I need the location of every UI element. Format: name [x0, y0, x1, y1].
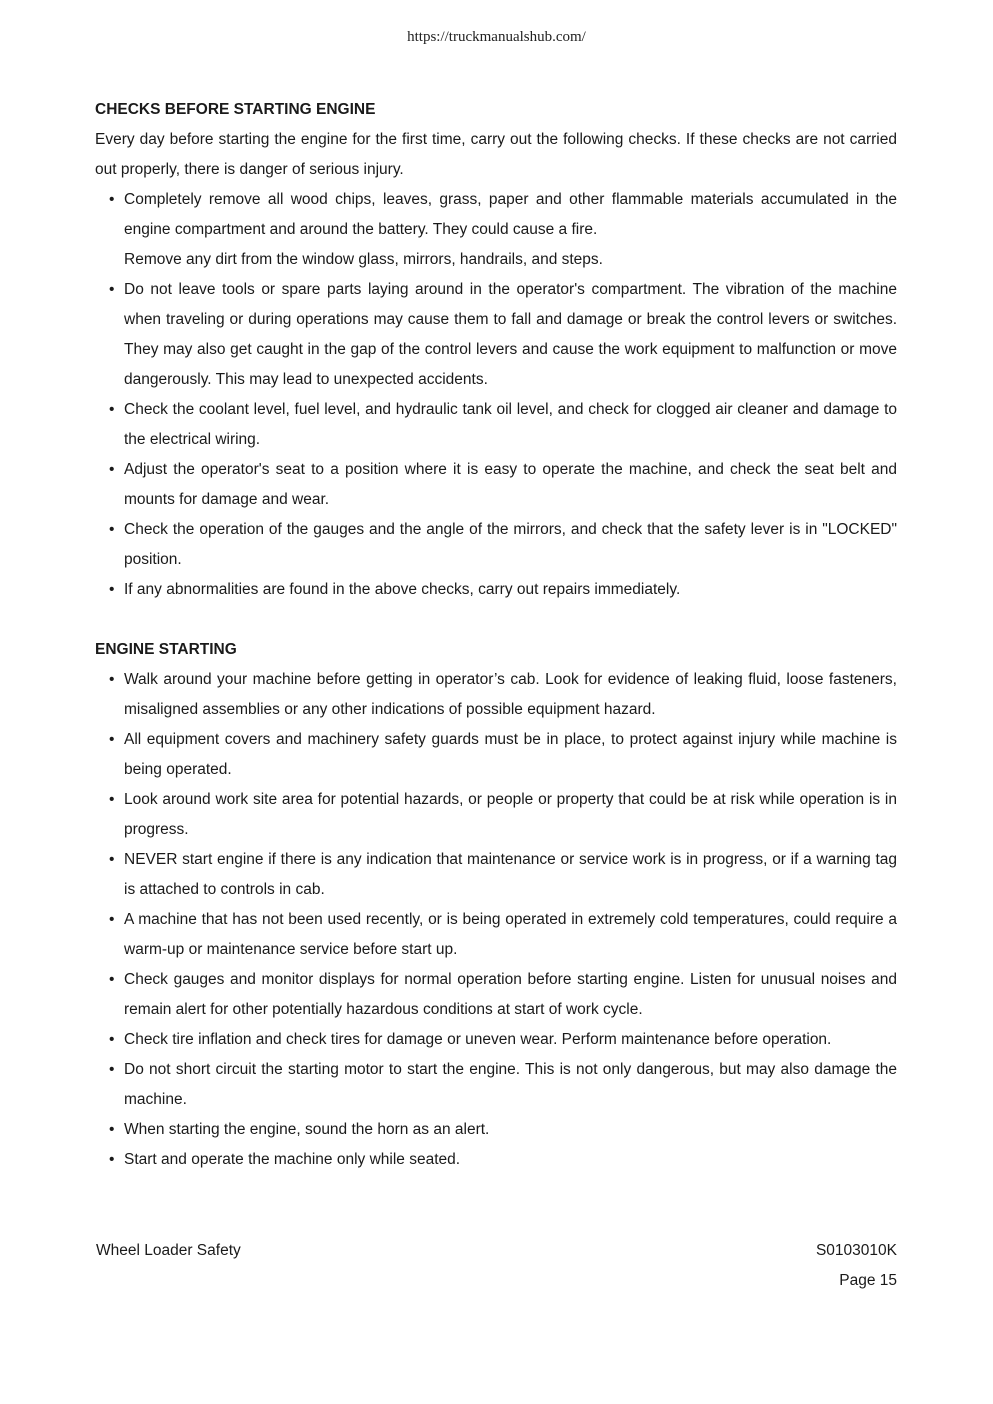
- footer-title: Wheel Loader Safety: [96, 1242, 241, 1259]
- bullet-marker: •: [109, 1031, 115, 1048]
- bullet-marker: •: [109, 401, 115, 418]
- list-item-text: Look around work site area for potential hazards, or people or property that could be at risk while operation is in progress.: [124, 791, 897, 838]
- footer-meta: [816, 1236, 897, 1296]
- section-spacer: [95, 605, 897, 635]
- list-item-text: Do not short circuit the starting motor to start the engine. This is not only dangerous, but may also damage the machine.: [124, 1061, 897, 1108]
- bullet-marker: •: [109, 911, 115, 928]
- section-engine-starting: [95, 635, 897, 1175]
- footer-document-code: S0103010K: [815, 1242, 897, 1259]
- list-item: [95, 905, 897, 965]
- header-url: https://truckmanualshub.com/: [407, 29, 586, 45]
- section-intro: Every day before starting the engine for the first time, carry out the following checks. If these checks are not carried out properly, there is danger of serious injury.: [95, 131, 897, 178]
- bullet-marker: •: [109, 521, 115, 538]
- section-heading: CHECKS BEFORE STARTING ENGINE: [95, 101, 376, 118]
- list-item: [95, 1025, 897, 1055]
- bullet-marker: •: [109, 731, 115, 748]
- section-checks-before-starting: [95, 95, 897, 605]
- document-body: [95, 95, 897, 1175]
- bullet-marker: •: [109, 791, 115, 808]
- list-item: [95, 965, 897, 1025]
- list-item: [95, 665, 897, 725]
- list-item: [95, 1115, 897, 1145]
- list-item-text: When starting the engine, sound the horn as an alert.: [124, 1121, 490, 1138]
- list-item: [95, 845, 897, 905]
- list-item-text: Completely remove all wood chips, leaves, grass, paper and other flammable materials accumulated in the engine compartment and around the battery. They could cause a fire.: [124, 191, 897, 238]
- footer-page-number: Page 15: [839, 1272, 897, 1289]
- list-item: [95, 455, 897, 515]
- list-item-text: All equipment covers and machinery safety guards must be in place, to protect against injury while machine is being operated.: [124, 731, 897, 778]
- list-item-text: If any abnormalities are found in the above checks, carry out repairs immediately.: [124, 581, 681, 598]
- list-item-text: Check gauges and monitor displays for normal operation before starting engine. Listen for unusual noises and remain alert for other potentially hazardous conditions at start of work cycle.: [124, 971, 897, 1018]
- bullet-marker: •: [109, 971, 115, 988]
- bullet-marker: •: [109, 581, 115, 598]
- bullet-marker: •: [109, 461, 115, 478]
- bullet-marker: •: [109, 671, 115, 688]
- list-item-text: A machine that has not been used recently, or is being operated in extremely cold temperatures, could require a warm-up or maintenance service before start up.: [124, 911, 897, 958]
- list-item: [95, 1055, 897, 1115]
- section-heading: ENGINE STARTING: [95, 641, 237, 658]
- list-item-text: Adjust the operator's seat to a position where it is easy to operate the machine, and check the seat belt and mounts for damage and wear.: [124, 461, 897, 508]
- list-item-text: Check the operation of the gauges and the angle of the mirrors, and check that the safety lever is in "LOCKED" position.: [124, 521, 897, 568]
- list-item: [95, 185, 897, 275]
- bullet-marker: •: [109, 1061, 115, 1078]
- list-item-text: Do not leave tools or spare parts laying around in the operator's compartment. The vibration of the machine when traveling or during operations may cause them to fall and damage or break the control levers or switches. They may also get caught in the gap of the control levers and cause the work equipment to malfunction or move dangerously. This may lead to unexpected accidents.: [124, 281, 897, 388]
- bullet-marker: •: [109, 1151, 115, 1168]
- list-item-text: Check the coolant level, fuel level, and hydraulic tank oil level, and check for clogged air cleaner and damage to the electrical wiring.: [124, 401, 897, 448]
- bullet-marker: •: [109, 281, 115, 298]
- list-item: [95, 395, 897, 455]
- list-item-text: Walk around your machine before getting in operator’s cab. Look for evidence of leaking fluid, loose fasteners, misaligned assemblies or any other indications of possible equipment hazard.: [124, 671, 897, 718]
- bullet-marker: •: [109, 191, 115, 208]
- bullet-marker: •: [109, 851, 115, 868]
- bullet-list: [95, 185, 897, 605]
- list-item: [95, 275, 897, 395]
- list-item: [95, 575, 897, 605]
- list-item: [95, 785, 897, 845]
- list-item-text: Start and operate the machine only while seated.: [124, 1151, 461, 1168]
- bullet-list: [95, 665, 897, 1175]
- list-item-extra: Remove any dirt from the window glass, mirrors, handrails, and steps.: [124, 251, 603, 268]
- list-item-text: NEVER start engine if there is any indication that maintenance or service work is in progress, or if a warning tag is attached to controls in cab.: [124, 851, 897, 898]
- list-item: [95, 725, 897, 785]
- bullet-marker: •: [109, 1121, 115, 1138]
- list-item-text: Check tire inflation and check tires for damage or uneven wear. Perform maintenance before operation.: [124, 1031, 832, 1048]
- list-item: [95, 1145, 897, 1175]
- list-item: [95, 515, 897, 575]
